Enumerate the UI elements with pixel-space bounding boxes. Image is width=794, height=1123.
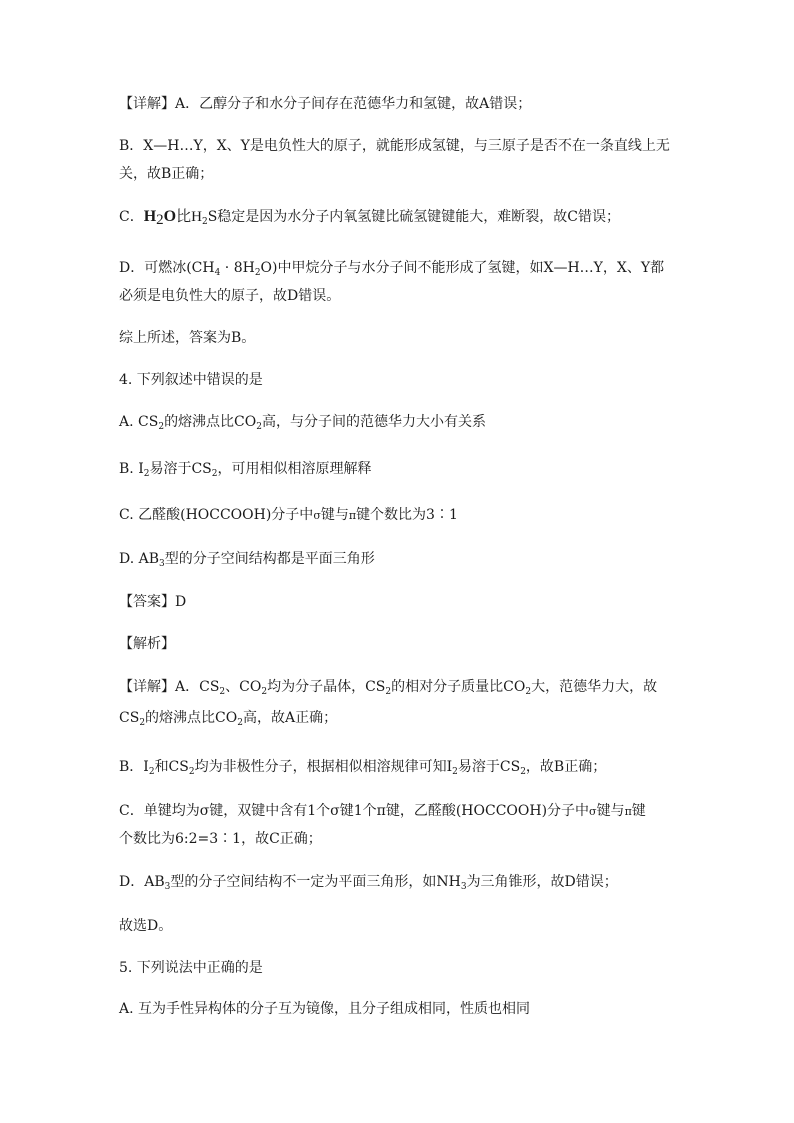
- q3-detail-d-line2: 必须是电负性大的原子，故D错误。: [119, 288, 341, 304]
- q4-detail-a-line1: 【详解】A．$CS_2$、$CO_2$均为分子晶体，$CS_2$的相对分子质量比$CO_2$大，范德华力大，故: [119, 679, 658, 697]
- q3-detail-a: 【详解】A．乙醇分子和水分子间存在范德华力和氢键，故A错误；: [119, 96, 532, 112]
- q4-detail-d: D．$AB_3$型的分子空间结构不一定为平面三角形，如$NH_3$为三角锥形，故D错误；: [119, 874, 618, 892]
- q4-option-d: D. $AB_3$型的分子空间结构都是平面三角形: [119, 551, 375, 569]
- q5-stem: 5. 下列说法中正确的是: [119, 960, 263, 976]
- q4-option-c: C. 乙醛酸(HOCCOOH)分子中σ键与π键个数比为3∶1: [119, 507, 458, 523]
- q4-detail-c-line2: 个数比为6:2=3∶1，故C正确；: [119, 831, 322, 847]
- q3-detail-c: C．$H_2O$比$H_2S$稳定是因为水分子内氧氢键比硫氢键键能大，难断裂，故C错误；: [119, 208, 621, 228]
- q3-detail-d-line1: D．可燃冰$(CH_4 \cdot 8H_2O)$中甲烷分子与水分子间不能形成了氢键，如X—H…Y，X、Y都: [119, 260, 665, 278]
- q4-detail-c-line1: C．单键均为σ键，双键中含有1个σ键1个π键，乙醛酸(HOCCOOH)分子中σ键与π键: [119, 803, 646, 819]
- q4-conclusion: 故选D。: [119, 918, 173, 934]
- q4-answer: 【答案】D: [119, 594, 187, 610]
- q4-analysis-heading: 【解析】: [119, 636, 175, 652]
- q3-detail-b-line2: 关，故B正确；: [119, 166, 214, 182]
- q4-detail-a-line2: $CS_2$的熔沸点比$CO_2$高，故A正确；: [119, 710, 338, 728]
- q5-option-a: A. 互为手性异构体的分子互为镜像，且分子组成相同，性质也相同: [119, 1001, 531, 1017]
- q3-detail-b-line1: B．X—H…Y，X、Y是电负性大的原子，就能形成氢键，与三原子是否不在一条直线上无: [119, 138, 670, 154]
- q4-stem: 4. 下列叙述中错误的是: [119, 372, 263, 388]
- q3-summary: 综上所述，答案为B。: [119, 330, 256, 346]
- q4-option-a: A. $CS_2$的熔沸点比$CO_2$高，与分子间的范德华力大小有关系: [119, 414, 486, 432]
- q4-option-b: B. $I_2$易溶于$CS_2$，可用相似相溶原理解释: [119, 461, 372, 479]
- q4-detail-b: B．$I_2$和$CS_2$均为非极性分子，根据相似相溶规律可知$I_2$易溶于$CS_2$，故B正确；: [119, 759, 607, 777]
